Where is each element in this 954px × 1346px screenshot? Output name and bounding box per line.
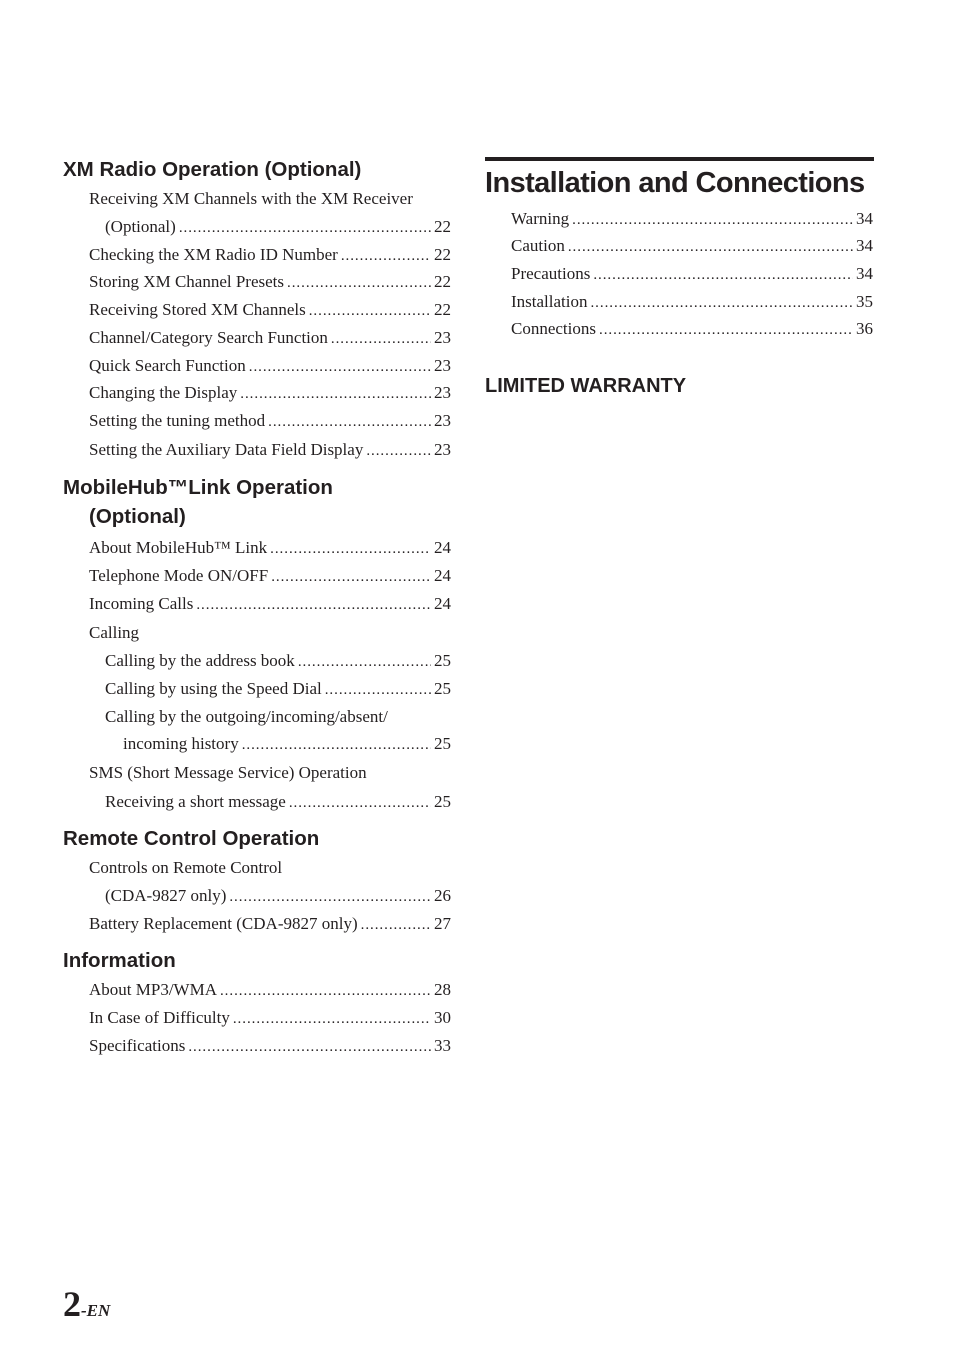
toc-entry-page: 22 — [434, 272, 451, 291]
toc-entry-title: Setting the tuning method — [89, 411, 266, 430]
toc-entry[interactable] — [89, 382, 451, 405]
mobilehub-heading-line1: MobileHub™Link Operation — [63, 476, 333, 499]
toc-entry-title: (Optional) — [105, 217, 176, 236]
toc-entry-title: Storing XM Channel Presets — [89, 272, 285, 291]
page-number-value: 2 — [63, 1284, 81, 1324]
toc-entry-title: Battery Replacement (CDA-9827 only) — [89, 914, 358, 933]
toc-entry[interactable] — [511, 291, 873, 314]
toc-entry[interactable] — [89, 410, 451, 433]
toc-entry-page: 24 — [434, 594, 451, 613]
toc-entry-page: 25 — [434, 792, 451, 811]
toc-entry-page: 34 — [856, 209, 873, 228]
toc-entry-title: Specifications — [89, 1036, 186, 1055]
toc-entry-page: 34 — [856, 264, 873, 283]
toc-entry-title: Warning — [511, 209, 570, 228]
toc-entry[interactable] — [89, 1007, 451, 1030]
toc-entry-line: Calling by the outgoing/incoming/absent/ — [105, 707, 388, 726]
toc-entry-title: Quick Search Function — [89, 356, 246, 375]
toc-entry[interactable] — [123, 733, 451, 756]
toc-entry[interactable] — [89, 913, 451, 936]
toc-entry[interactable] — [89, 299, 451, 322]
toc-entry-title: Setting the Auxiliary Data Field Display — [89, 440, 364, 459]
information-heading: Information — [63, 949, 176, 972]
toc-entry[interactable] — [89, 593, 451, 616]
toc-entry-page: 28 — [434, 980, 451, 999]
toc-entry[interactable] — [511, 318, 873, 341]
toc-entry-title: Receiving Stored XM Channels — [89, 300, 306, 319]
toc-entry-page: 35 — [856, 292, 873, 311]
installation-heading: Installation and Connections — [485, 167, 865, 199]
toc-entry-title: Precautions — [511, 264, 591, 283]
toc-entry-page: 33 — [434, 1036, 451, 1055]
toc-entry-page: 22 — [434, 300, 451, 319]
toc-entry[interactable] — [89, 355, 451, 378]
mobilehub-heading — [63, 473, 333, 531]
toc-entry-title: Calling by using the Speed Dial — [105, 679, 322, 698]
toc-subheading: Calling — [89, 623, 140, 642]
toc-entry-page: 26 — [434, 886, 451, 905]
toc-entry-page: 23 — [434, 328, 451, 347]
toc-entry-title: Connections — [511, 319, 596, 338]
toc-entry[interactable] — [105, 791, 451, 814]
toc-entry-title: Telephone Mode ON/OFF — [89, 566, 269, 585]
xm-radio-heading: XM Radio Operation (Optional) — [63, 158, 362, 181]
toc-entry-title: Receiving a short message — [105, 792, 286, 811]
toc-entry[interactable] — [89, 244, 451, 267]
toc-entry[interactable] — [89, 439, 451, 462]
toc-subheading: SMS (Short Message Service) Operation — [89, 763, 367, 782]
toc-entry-page: 24 — [434, 538, 451, 557]
page-number-suffix: -EN — [81, 1301, 111, 1320]
toc-entry-page: 27 — [434, 914, 451, 933]
toc-entry-page: 22 — [434, 217, 451, 236]
toc-entry-title: Checking the XM Radio ID Number — [89, 245, 338, 264]
section-rule — [485, 157, 874, 161]
toc-entry-title: Incoming Calls — [89, 594, 194, 613]
toc-entry-page: 24 — [434, 566, 451, 585]
toc-entry[interactable] — [511, 263, 873, 286]
toc-entry-title: incoming history — [123, 734, 239, 753]
toc-entry-page: 22 — [434, 245, 451, 264]
toc-entry-page: 36 — [856, 319, 873, 338]
toc-entry-line: Receiving XM Channels with the XM Receiver — [89, 189, 413, 208]
toc-entry-title: About MP3/WMA — [89, 980, 217, 999]
toc-entry-page: 25 — [434, 734, 451, 753]
toc-entry-page: 30 — [434, 1008, 451, 1027]
toc-entry-title: Changing the Display — [89, 383, 238, 402]
toc-entry[interactable] — [89, 271, 451, 294]
toc-entry[interactable] — [105, 885, 451, 908]
toc-entry[interactable] — [105, 678, 451, 701]
toc-entry-line: Controls on Remote Control — [89, 858, 283, 877]
toc-entry-page: 34 — [856, 236, 873, 255]
toc-entry[interactable] — [105, 650, 451, 673]
toc-entry[interactable] — [89, 1035, 451, 1058]
limited-warranty-heading: LIMITED WARRANTY — [485, 375, 687, 397]
toc-entry[interactable] — [89, 537, 451, 560]
toc-entry[interactable] — [511, 208, 873, 231]
toc-entry-page: 23 — [434, 356, 451, 375]
toc-entry-title: In Case of Difficulty — [89, 1008, 230, 1027]
toc-entry-page: 25 — [434, 679, 451, 698]
toc-entry-title: (CDA-9827 only) — [105, 886, 227, 905]
toc-entry-page: 23 — [434, 383, 451, 402]
toc-entry[interactable] — [105, 216, 451, 239]
toc-entry[interactable] — [89, 327, 451, 350]
toc-entry-title: Calling by the address book — [105, 651, 295, 670]
toc-entry-title: Caution — [511, 236, 565, 255]
toc-entry-page: 23 — [434, 440, 451, 459]
toc-entry-page: 23 — [434, 411, 451, 430]
toc-entry-title: Channel/Category Search Function — [89, 328, 328, 347]
toc-entry[interactable] — [89, 565, 451, 588]
page-number — [63, 1283, 110, 1325]
toc-entry-title: About MobileHub™ Link — [89, 538, 268, 557]
toc-entry-page: 25 — [434, 651, 451, 670]
remote-control-heading: Remote Control Operation — [63, 827, 320, 850]
toc-entry-title: Installation — [511, 292, 588, 311]
toc-entry[interactable] — [89, 979, 451, 1002]
mobilehub-heading-line2: (Optional) — [89, 505, 186, 528]
toc-entry[interactable] — [511, 235, 873, 258]
